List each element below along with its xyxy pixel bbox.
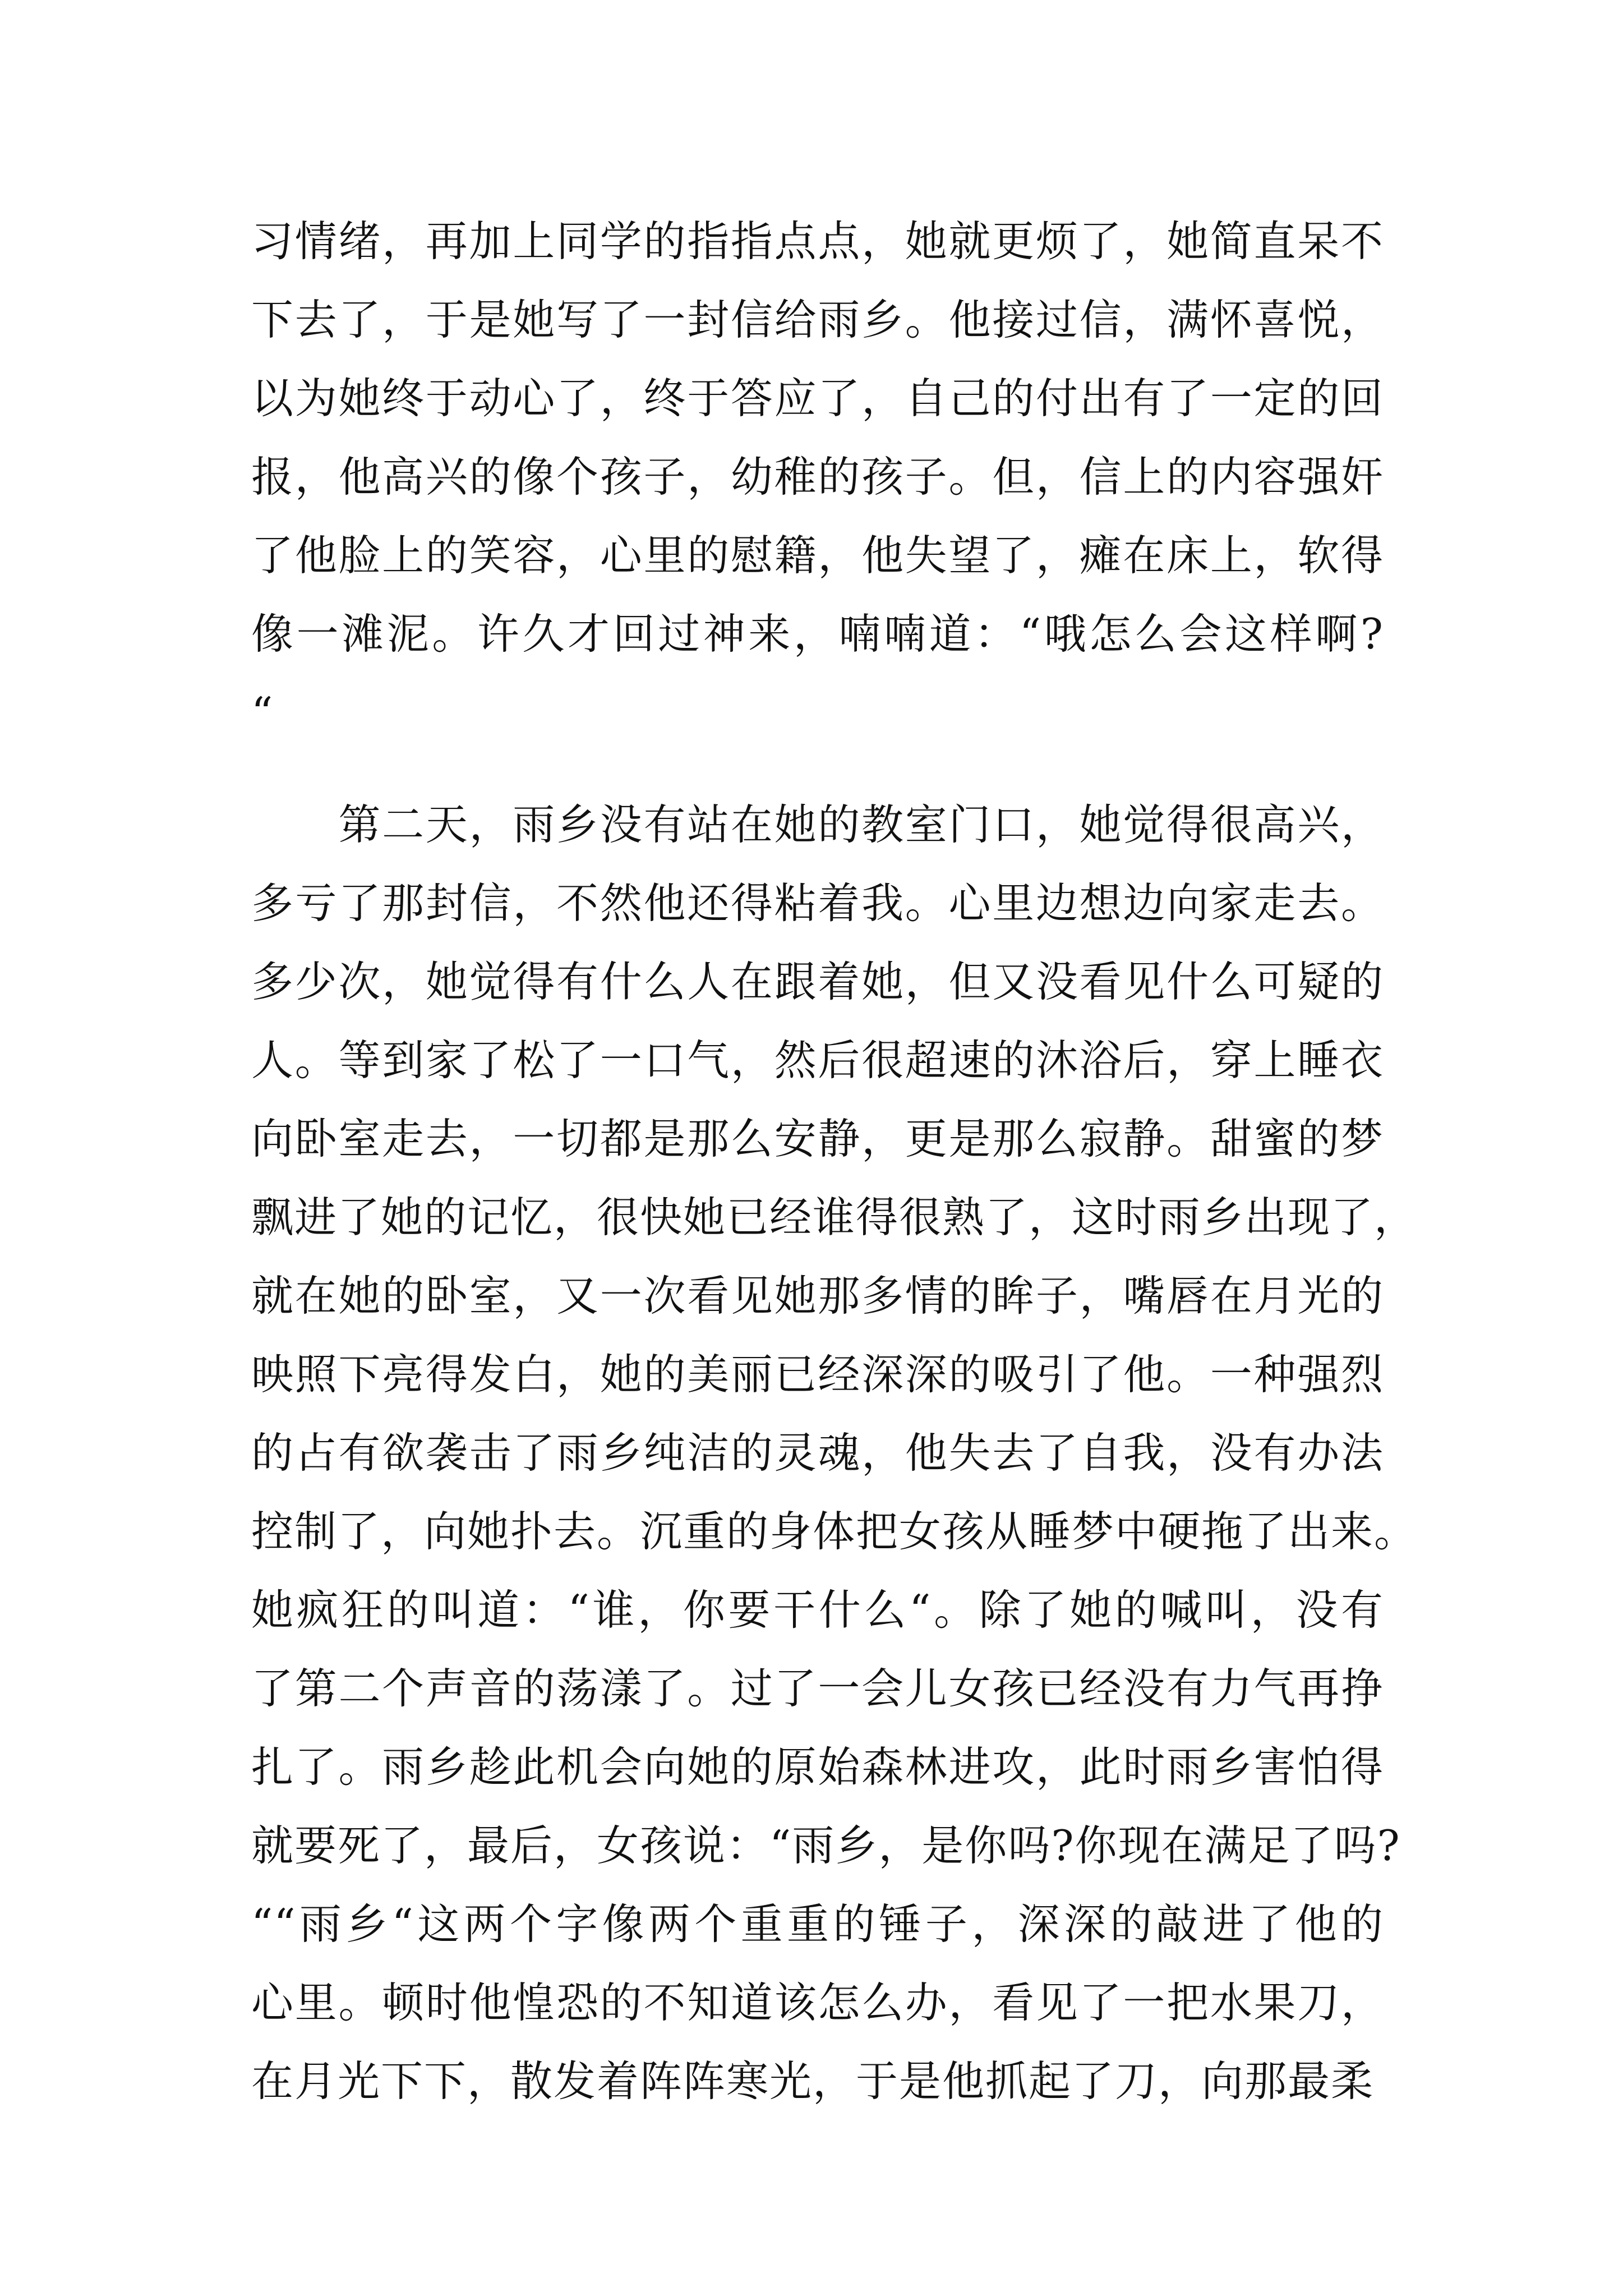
text-line: 像一滩泥。许久才回过神来，喃喃道：“哦怎么会这样啊? <box>251 609 1384 659</box>
body-text <box>251 202 1418 2120</box>
text-line: 心里。顿时他惶恐的不知道该怎么办，看见了一把水果刀， <box>251 1978 1384 2027</box>
paragraph <box>251 785 1418 2120</box>
text-line: 就在她的卧室，又一次看见她那多情的眸子，嘴唇在月光的 <box>251 1271 1384 1320</box>
text-line: 控制了，向她扑去。沉重的身体把女孩从睡梦中硬拖了出来。 <box>251 1507 1418 1556</box>
text-line: 多亏了那封信，不然他还得粘着我。心里边想边向家走去。 <box>251 878 1384 928</box>
text-line: 她疯狂的叫道：“谁，你要干什么“。除了她的喊叫，没有 <box>251 1585 1384 1635</box>
paragraph-spacing <box>251 752 1384 785</box>
text-line: ““雨乡“这两个字像两个重重的锤子，深深的敲进了他的 <box>251 1899 1384 1949</box>
text-line: 报，他高兴的像个孩子，幼稚的孩子。但，信上的内容强奸 <box>251 452 1384 501</box>
text-line: 在月光下下，散发着阵阵寒光，于是他抓起了刀，向那最柔 <box>251 2056 1375 2106</box>
text-line: 了他脸上的笑容，心里的慰籍，他失望了，瘫在床上，软得 <box>251 531 1384 580</box>
text-line: “ <box>251 688 274 737</box>
text-line: 下去了，于是她写了一封信给雨乡。他接过信，满怀喜悦， <box>251 295 1384 344</box>
text-line: 向卧室走去，一切都是那么安静，更是那么寂静。甜蜜的梦 <box>251 1114 1384 1163</box>
text-line: 映照下亮得发白，她的美丽已经深深的吸引了他。一种强烈 <box>251 1350 1384 1399</box>
text-line: 人。等到家了松了一口气，然后很超速的沐浴后，穿上睡衣 <box>251 1036 1384 1085</box>
text-line: 习情绪，再加上同学的指指点点，她就更烦了，她简直呆不 <box>251 217 1384 266</box>
text-line: 飘进了她的记忆，很快她已经谁得很熟了，这时雨乡出现了， <box>251 1193 1418 1242</box>
text-line: 就要死了，最后，女孩说：“雨乡，是你吗?你现在满足了吗? <box>251 1821 1401 1870</box>
text-line: 的占有欲袭击了雨乡纯洁的灵魂，他失去了自我，没有办法 <box>251 1428 1384 1478</box>
paragraph <box>251 202 1384 752</box>
text-line: 多少次，她觉得有什么人在跟着她，但又没看见什么可疑的 <box>251 957 1384 1006</box>
text-line: 第二天，雨乡没有站在她的教室门口，她觉得很高兴， <box>251 800 1384 849</box>
text-line: 扎了。雨乡趁此机会向她的原始森林进攻，此时雨乡害怕得 <box>251 1742 1384 1792</box>
text-line: 了第二个声音的荡漾了。过了一会儿女孩已经没有力气再挣 <box>251 1664 1384 1713</box>
text-line: 以为她终于动心了，终于答应了，自己的付出有了一定的回 <box>251 374 1384 423</box>
